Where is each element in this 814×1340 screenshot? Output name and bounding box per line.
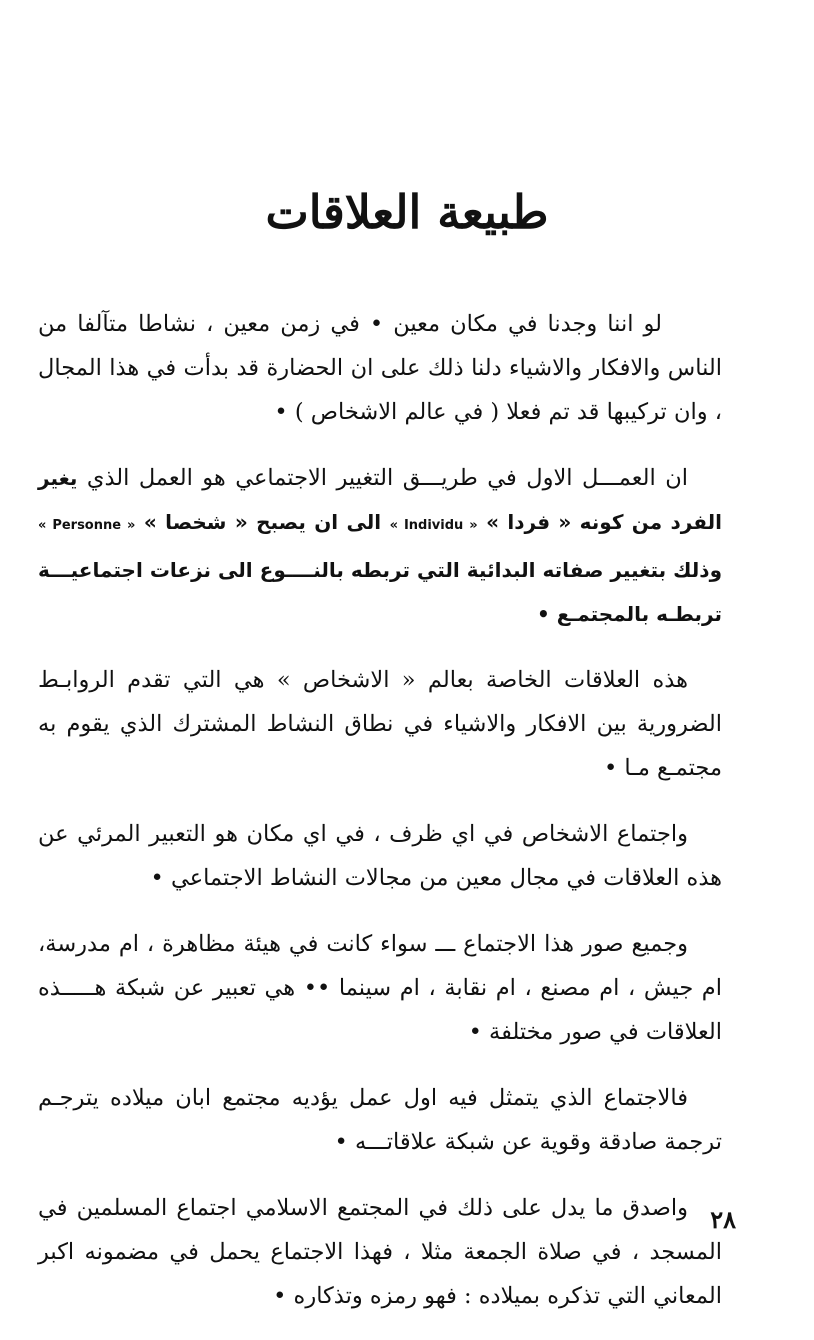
paragraph-6: فالاجتماع الذي يتمثل فيه اول عمل يؤديه مجتمع ابان ميلاده يترجـم ترجمة صادقة وقوية عن شبكة علاقاتـــه • [38, 1085, 722, 1155]
paragraph-4: واجتماع الاشخاص في اي ظرف ، في اي مكان هو التعبير المرئي عن هذه العلاقات في مجال معين من مجالات النشاط الاجتماعي • [38, 821, 722, 891]
page-number: ٢٨ [710, 1205, 736, 1234]
paragraph-2-intro: ان العمـــل الاول في طريـــق التغيير الاجتماعي هو العمل الذي [86, 465, 688, 491]
paragraph-5: وجميع صور هذا الاجتماع ـــ سواء كانت في هيئة مظاهرة ، ام مدرسة، ام جيش ، ام مصنع ، ام نقابة ، ام سينما •• هي تعبير عن شبكة هـــــذه العلاقات في صور مختلفة • [38, 931, 722, 1045]
chapter-title: طبيعة العلاقات [265, 185, 549, 239]
paragraph-7: واصدق ما يدل على ذلك في المجتمع الاسلامي اجتماع المسلمين في المسجد ، في صلاة الجمعة مثلا ، فهذا الاجتماع يحمل في مضمونه اكبر المعاني التي تذكره بميلاده : فهو رمزه وتذكاره • [38, 1195, 722, 1309]
page-body [38, 302, 722, 1340]
paragraph-1: لو اننا وجدنا في مكان معين • في زمن معين ، نشاطا متآلفا من الناس والافكار والاشياء دلنا ذلك على ان الحضارة قد بدأت في هذا المجال ، وان تركيبها قد تم فعلا ( في عالم الاشخاص ) • [38, 311, 722, 425]
term-personne: « Personne » [38, 518, 136, 533]
paragraph-2 [38, 456, 722, 636]
term-individu: « Individu » [389, 518, 478, 533]
paragraph-2-bold-c: وذلك بتغيير صفاته البدائية التي تربطه بالنــــوع الى نزعات اجتماعيـــة تربطـه بالمجتمـع • [38, 558, 722, 626]
paragraph-2-bold-b: الى ان يصبح « شخصا » [143, 510, 382, 534]
paragraph-3: هذه العلاقات الخاصة بعالم « الاشخاص » هي التي تقدم الروابـط الضرورية بين الافكار والاشياء في نطاق النشاط المشترك الذي يقوم به مجتمـع مـا • [38, 667, 722, 781]
paragraph-2-bold-a: يغير الفرد من كونه « فردا » [38, 466, 722, 534]
